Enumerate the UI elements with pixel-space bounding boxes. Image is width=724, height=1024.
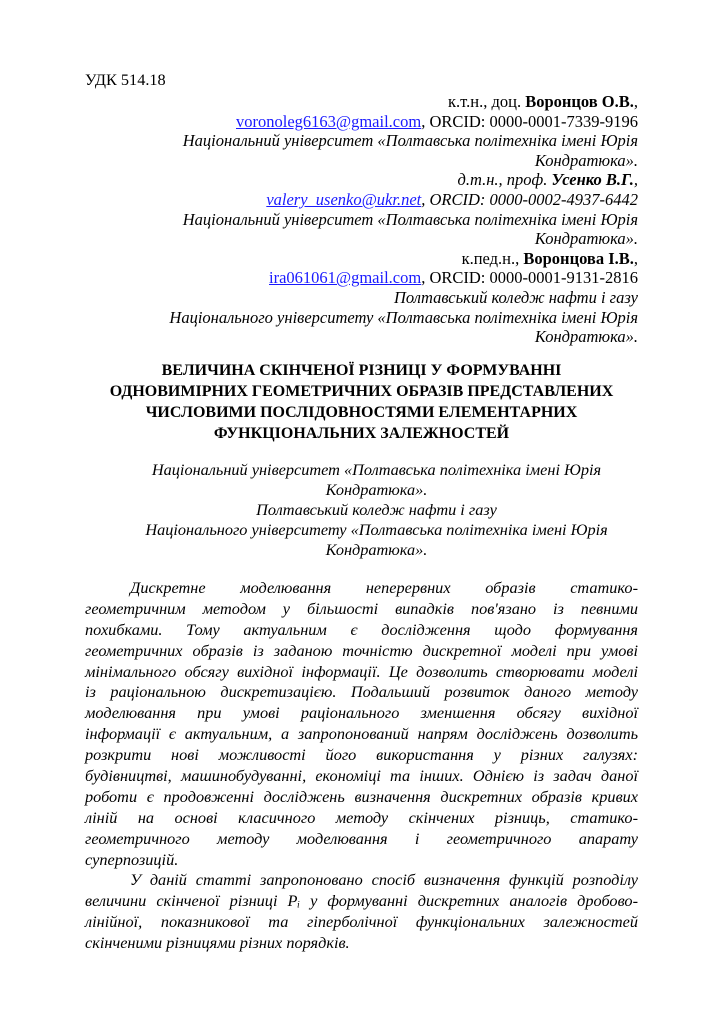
abstract-line: суперпозицій. xyxy=(85,849,179,869)
author-degree: к.пед.н., xyxy=(461,248,524,268)
author-degree: д.т.н., проф. xyxy=(457,170,552,190)
title-line: ФУНКЦІОНАЛЬНИХ ЗАЛЕЖНОСТЕЙ xyxy=(213,425,510,442)
affiliation: Кондратюка». xyxy=(534,150,638,170)
abstract-line: геометричних образів із заданою точністю дискретної моделі при умові xyxy=(85,640,638,660)
abstract-line: похибками. Тому актуальним є дослідження щодо формування xyxy=(85,619,638,639)
abstract-line: величини скінченої різниці Pᵢ у формуванні дискретних аналогів дробово- xyxy=(85,891,638,911)
affiliation: Національного університету «Полтавська політехніка імені Юрія xyxy=(169,307,638,327)
author-3-line xyxy=(85,249,638,269)
affiliation: Полтавський коледж нафти і газу xyxy=(394,287,638,307)
authors-block xyxy=(85,92,638,347)
affiliation: Кондратюка». xyxy=(534,229,638,249)
abstract-line: У даній статті запропоновано спосіб визначення функцій розподілу xyxy=(130,870,638,890)
abstract-line: геометричним методом у більшості випадків пов'язано із певними xyxy=(85,598,638,618)
abstract-line: розкрити нові можливості його використання у різних галузях: xyxy=(85,745,638,765)
abstract-line: мінімального обсягу вихідної інформації. Це дозволить створювати моделі xyxy=(85,661,638,681)
title-line: ВЕЛИЧИНА СКІНЧЕНОЇ РІЗНИЦІ У ФОРМУВАННІ xyxy=(161,362,562,379)
orcid: , ORCID: 0000-0001-9131-2816 xyxy=(421,268,638,288)
affiliation: Національний університет «Полтавська політехніка імені Юрія xyxy=(182,209,638,229)
separator: , xyxy=(633,248,638,268)
separator: , xyxy=(633,92,638,111)
abstract-line: із раціональною дискретизацією. Подальший розвиток даного методу xyxy=(85,682,638,702)
abstract-line: моделювання при умові раціонального зменшення обсягу вихідної xyxy=(85,703,638,723)
author-name: Воронцов О.В. xyxy=(525,92,634,111)
header-block xyxy=(85,70,638,90)
abstract-line: роботи є продовженні досліджень визначення дискретних образів кривих xyxy=(85,786,638,806)
abstract-line: скінченими різницями різних порядків. xyxy=(85,933,350,953)
udc-code: УДК 514.18 xyxy=(85,70,166,89)
affiliation: Кондратюка». xyxy=(534,327,638,347)
author-1-line xyxy=(85,92,638,112)
author-1-contact xyxy=(85,112,638,132)
affiliations-block xyxy=(85,460,638,560)
paper-title xyxy=(85,360,638,444)
orcid: , ORCID: 0000-0002-4937-6442 xyxy=(421,189,638,209)
author-2-contact xyxy=(85,190,638,210)
affiliation-line: Кондратюка». xyxy=(325,480,428,499)
separator: , xyxy=(633,170,638,190)
title-line: ЧИСЛОВИМИ ПОСЛІДОВНОСТЯМИ ЕЛЕМЕНТАРНИХ xyxy=(145,404,578,421)
author-email-link[interactable]: voronoleg6163@gmail.com xyxy=(236,111,422,131)
author-email-link[interactable]: ira061061@gmail.com xyxy=(269,268,422,288)
title-line: ОДНОВИМІРНИХ ГЕОМЕТРИЧНИХ ОБРАЗІВ ПРЕДСТАВЛЕНИХ xyxy=(109,383,614,400)
author-2-line xyxy=(85,170,638,190)
abstract-line: геометричного методу моделювання і геометричного апарату xyxy=(85,828,638,848)
orcid: , ORCID: 0000-0001-7339-9196 xyxy=(421,111,638,131)
author-name: Воронцова І.В. xyxy=(523,248,634,268)
affiliation: Національний університет «Полтавська політехніка імені Юрія xyxy=(182,131,638,151)
affiliation-line: Полтавський коледж нафти і газу xyxy=(256,500,497,519)
author-name: Усенко В.Г. xyxy=(551,170,634,190)
author-email-link[interactable]: valery_usenko@ukr.net xyxy=(266,189,422,209)
abstract-line: Дискретне моделювання неперервних образів статико- xyxy=(130,578,638,597)
abstract-line: інформації є актуальним, а запропонований напрям досліджень дозволить xyxy=(85,724,638,744)
abstract-line: будівництві, машинобудуванні, економіці та інших. Однією із задач даної xyxy=(85,766,638,786)
abstract-line: лінійної, показникової та гіперболічної функціональних залежностей xyxy=(85,912,638,932)
affiliation-line: Кондратюка». xyxy=(325,540,428,559)
author-degree: к.т.н., доц. xyxy=(448,92,526,111)
affiliation-line: Національного університету «Полтавська політехніка імені Юрія xyxy=(145,520,608,539)
abstract xyxy=(85,578,638,954)
author-3-contact xyxy=(85,268,638,288)
abstract-line: ліній на основі класичного методу скінчених різниць, статико- xyxy=(85,807,638,827)
affiliation-line: Національний університет «Полтавська політехніка імені Юрія xyxy=(151,460,602,479)
